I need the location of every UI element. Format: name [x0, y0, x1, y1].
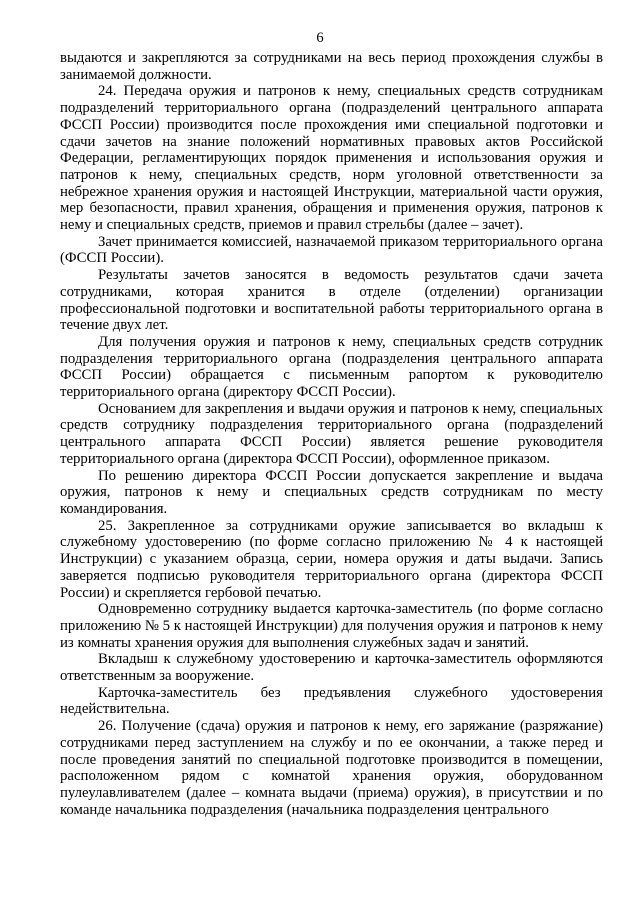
paragraph-assignment-basis: Основанием для закрепления и выдачи оружия и патронов к нему, специальных средств сотруднику подразделения территориального органа (подразделений центрального аппарата ФССП России) является решение руководителя территориального органа (директора ФССП России), оформленное приказом. — [60, 400, 603, 467]
paragraph-item-26: 26. Получение (сдача) оружия и патронов к нему, его заряжание (разряжание) сотрудниками перед заступлением на службу и по ее окончании, а также перед и после проведения занятий по специальной подготовке производится в помещении, расположенном рядом с комнатой хранения оружия, оборудованном пулеулавливателем (далее – комната выдачи (приема) оружия), в присутствии и по команде начальника подразделения (начальника подразделения центрального — [60, 718, 603, 818]
paragraph-credit-commission: Зачет принимается комиссией, назначаемой приказом территориального органа (ФССП России). — [60, 233, 603, 267]
paragraph-credit-results: Результаты зачетов заносятся в ведомость результатов сдачи зачета сотрудниками, которая хранится в отделе (отделении) организации профессиональной подготовки и воспитательной работы территориального органа в течение двух лет. — [60, 267, 603, 334]
paragraph-insert-responsibility: Вкладыш к служебному удостоверению и карточка-заместитель оформляются ответственным за вооружение. — [60, 651, 603, 685]
page-number: 6 — [316, 30, 324, 46]
paragraph-director-decision: По решению директора ФССП России допускается закрепление и выдача оружия, патронов к нему и специальных средств сотрудникам по месту командирования. — [60, 467, 603, 517]
paragraph-item-24: 24. Передача оружия и патронов к нему, специальных средств сотрудникам подразделений территориального органа (подразделений центрального аппарата ФССП России) производится после прохождения ими специальной подготовки и сдачи зачетов на знание положений нормативных правовых актов Российской Федерации, регламентирующих порядок применения и использования оружия и патронов к нему, специальных средств, норм уголовной ответственности за небрежное хранения оружия и настоящей Инструкции, материальной части оружия, мер безопасности, правил хранения, обращения и применения оружия, патронов к нему и специальных средств, приемов и правил стрельбы (далее – зачет). — [60, 83, 603, 234]
paragraph-weapon-request: Для получения оружия и патронов к нему, специальных средств сотрудник подразделения территориального органа (подразделения центрального аппарата ФССП России) обращается с письменным рапортом к руководителю территориального органа (директору ФССП России). — [60, 333, 603, 401]
paragraph-continuation: выдаются и закрепляются за сотрудниками на весь период прохождения службы в занимаемой должности. — [60, 50, 603, 83]
paragraph-substitute-card: Одновременно сотруднику выдается карточка-заместитель (по форме согласно приложению № 5 к настоящей Инструкции) для получения оружия и патронов к нему из комнаты хранения оружия для выполнения служебных задач и занятий. — [60, 601, 603, 651]
paragraph-item-25: 25. Закрепленное за сотрудниками оружие записывается во вкладыш к служебному удостоверению (по форме согласно приложению № 4 к настоящей Инструкции) с указанием образца, серии, номера оружия и даты выдачи. Запись заверяется подписью руководителя территориального органа (директора ФССП России) и скрепляется гербовой печатью. — [60, 517, 603, 601]
document-body — [60, 50, 603, 818]
paragraph-card-validity: Карточка-заместитель без предъявления служебного удостоверения недействительна. — [60, 684, 603, 718]
